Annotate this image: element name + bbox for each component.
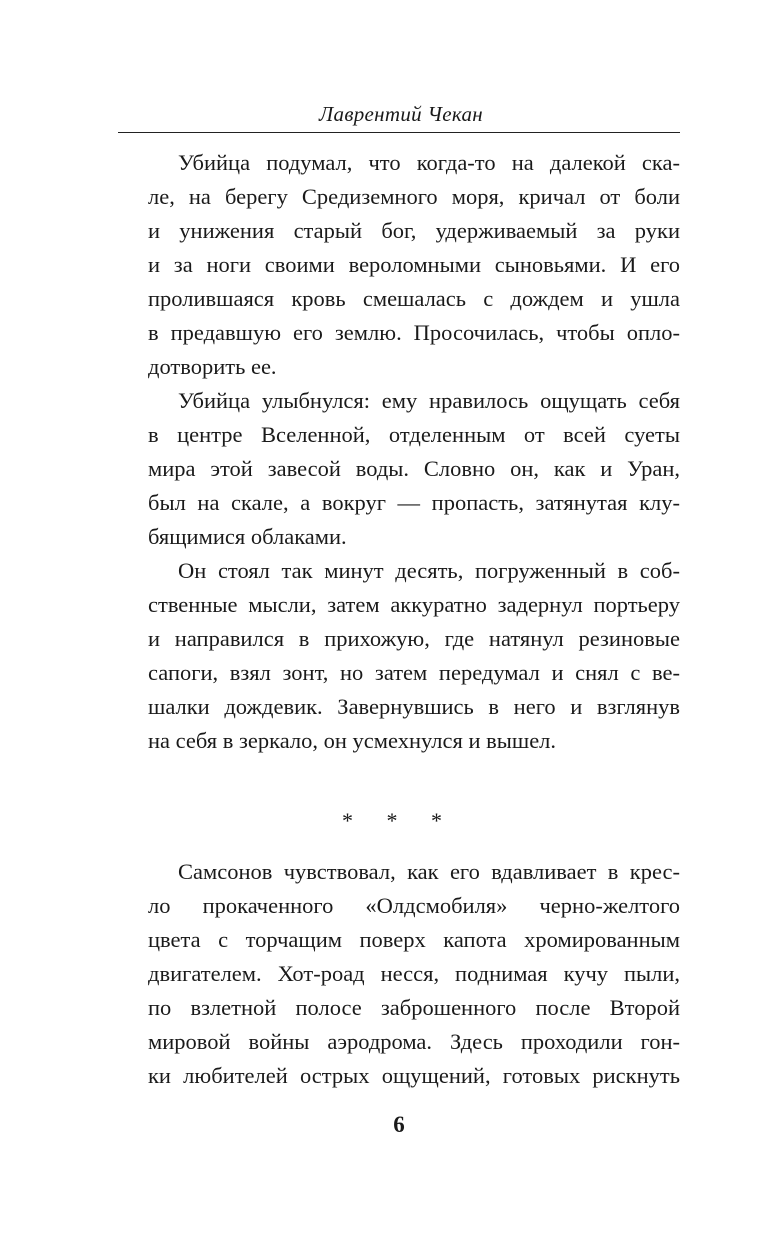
text-line: в центре Вселенной, отделенным от всей суеты: [148, 422, 680, 447]
text-line: Самсонов чувствовал, как его вдавливает в крес-: [178, 859, 680, 884]
text-line: пролившаяся кровь смешалась с дождем и ушла: [148, 286, 680, 311]
text-line: по взлетной полосе заброшенного после Второй: [148, 995, 680, 1020]
section-2-text: [118, 855, 680, 1093]
text-line: шалки дождевик. Завернувшись в него и взглянув: [148, 694, 680, 719]
page-number: 6: [393, 1112, 405, 1137]
text-line: и направился в прихожую, где натянул резиновые: [148, 626, 680, 651]
running-head: [118, 100, 680, 128]
text-line: сапоги, взял зонт, но затем передумал и снял с ве-: [148, 660, 680, 685]
text-line: был на скале, а вокруг — пропасть, затянутая клу-: [148, 490, 680, 515]
text-line: Он стоял так минут десять, погруженный в соб-: [178, 558, 680, 583]
author-name: Лаврентий Чекан: [319, 102, 483, 126]
text-line: Убийца подумал, что когда-то на далекой ска-: [178, 150, 680, 175]
text-line: мировой войны аэродрома. Здесь проходили гон-: [148, 1029, 680, 1054]
text-line: ло прокаченного «Олдсмобиля» черно-желтого: [148, 893, 680, 918]
section-separator: * * *: [342, 808, 456, 833]
paragraph-4: [118, 855, 680, 1093]
text-line: и унижения старый бог, удерживаемый за руки: [148, 218, 680, 243]
text-line: и за ноги своими вероломными сыновьями. И его: [148, 252, 680, 277]
text-line: в предавшую его землю. Просочилась, чтобы опло-: [148, 320, 680, 345]
text-line: бящимися облаками.: [148, 524, 347, 549]
text-line: на себя в зеркало, он усмехнулся и вышел.: [148, 728, 557, 753]
text-line: Убийца улыбнулся: ему нравилось ощущать себя: [178, 388, 680, 413]
text-line: ственные мысли, затем аккуратно задернул портьеру: [148, 592, 680, 617]
paragraph-1: [118, 146, 680, 384]
text-line: двигателем. Хот-роад несся, поднимая кучу пыли,: [148, 961, 680, 986]
text-line: дотворить ее.: [148, 354, 277, 379]
paragraph-2: [118, 384, 680, 554]
text-line: цвета с торчащим поверх капота хромированным: [148, 927, 680, 952]
section-1-text: [118, 146, 680, 758]
header-rule: [118, 132, 680, 133]
text-line: мира этой завесой воды. Словно он, как и Уран,: [148, 456, 680, 481]
text-line: ки любителей острых ощущений, готовых рискнуть: [148, 1063, 680, 1088]
text-line: ле, на берегу Средиземного моря, кричал от боли: [148, 184, 680, 209]
paragraph-3: [118, 554, 680, 758]
